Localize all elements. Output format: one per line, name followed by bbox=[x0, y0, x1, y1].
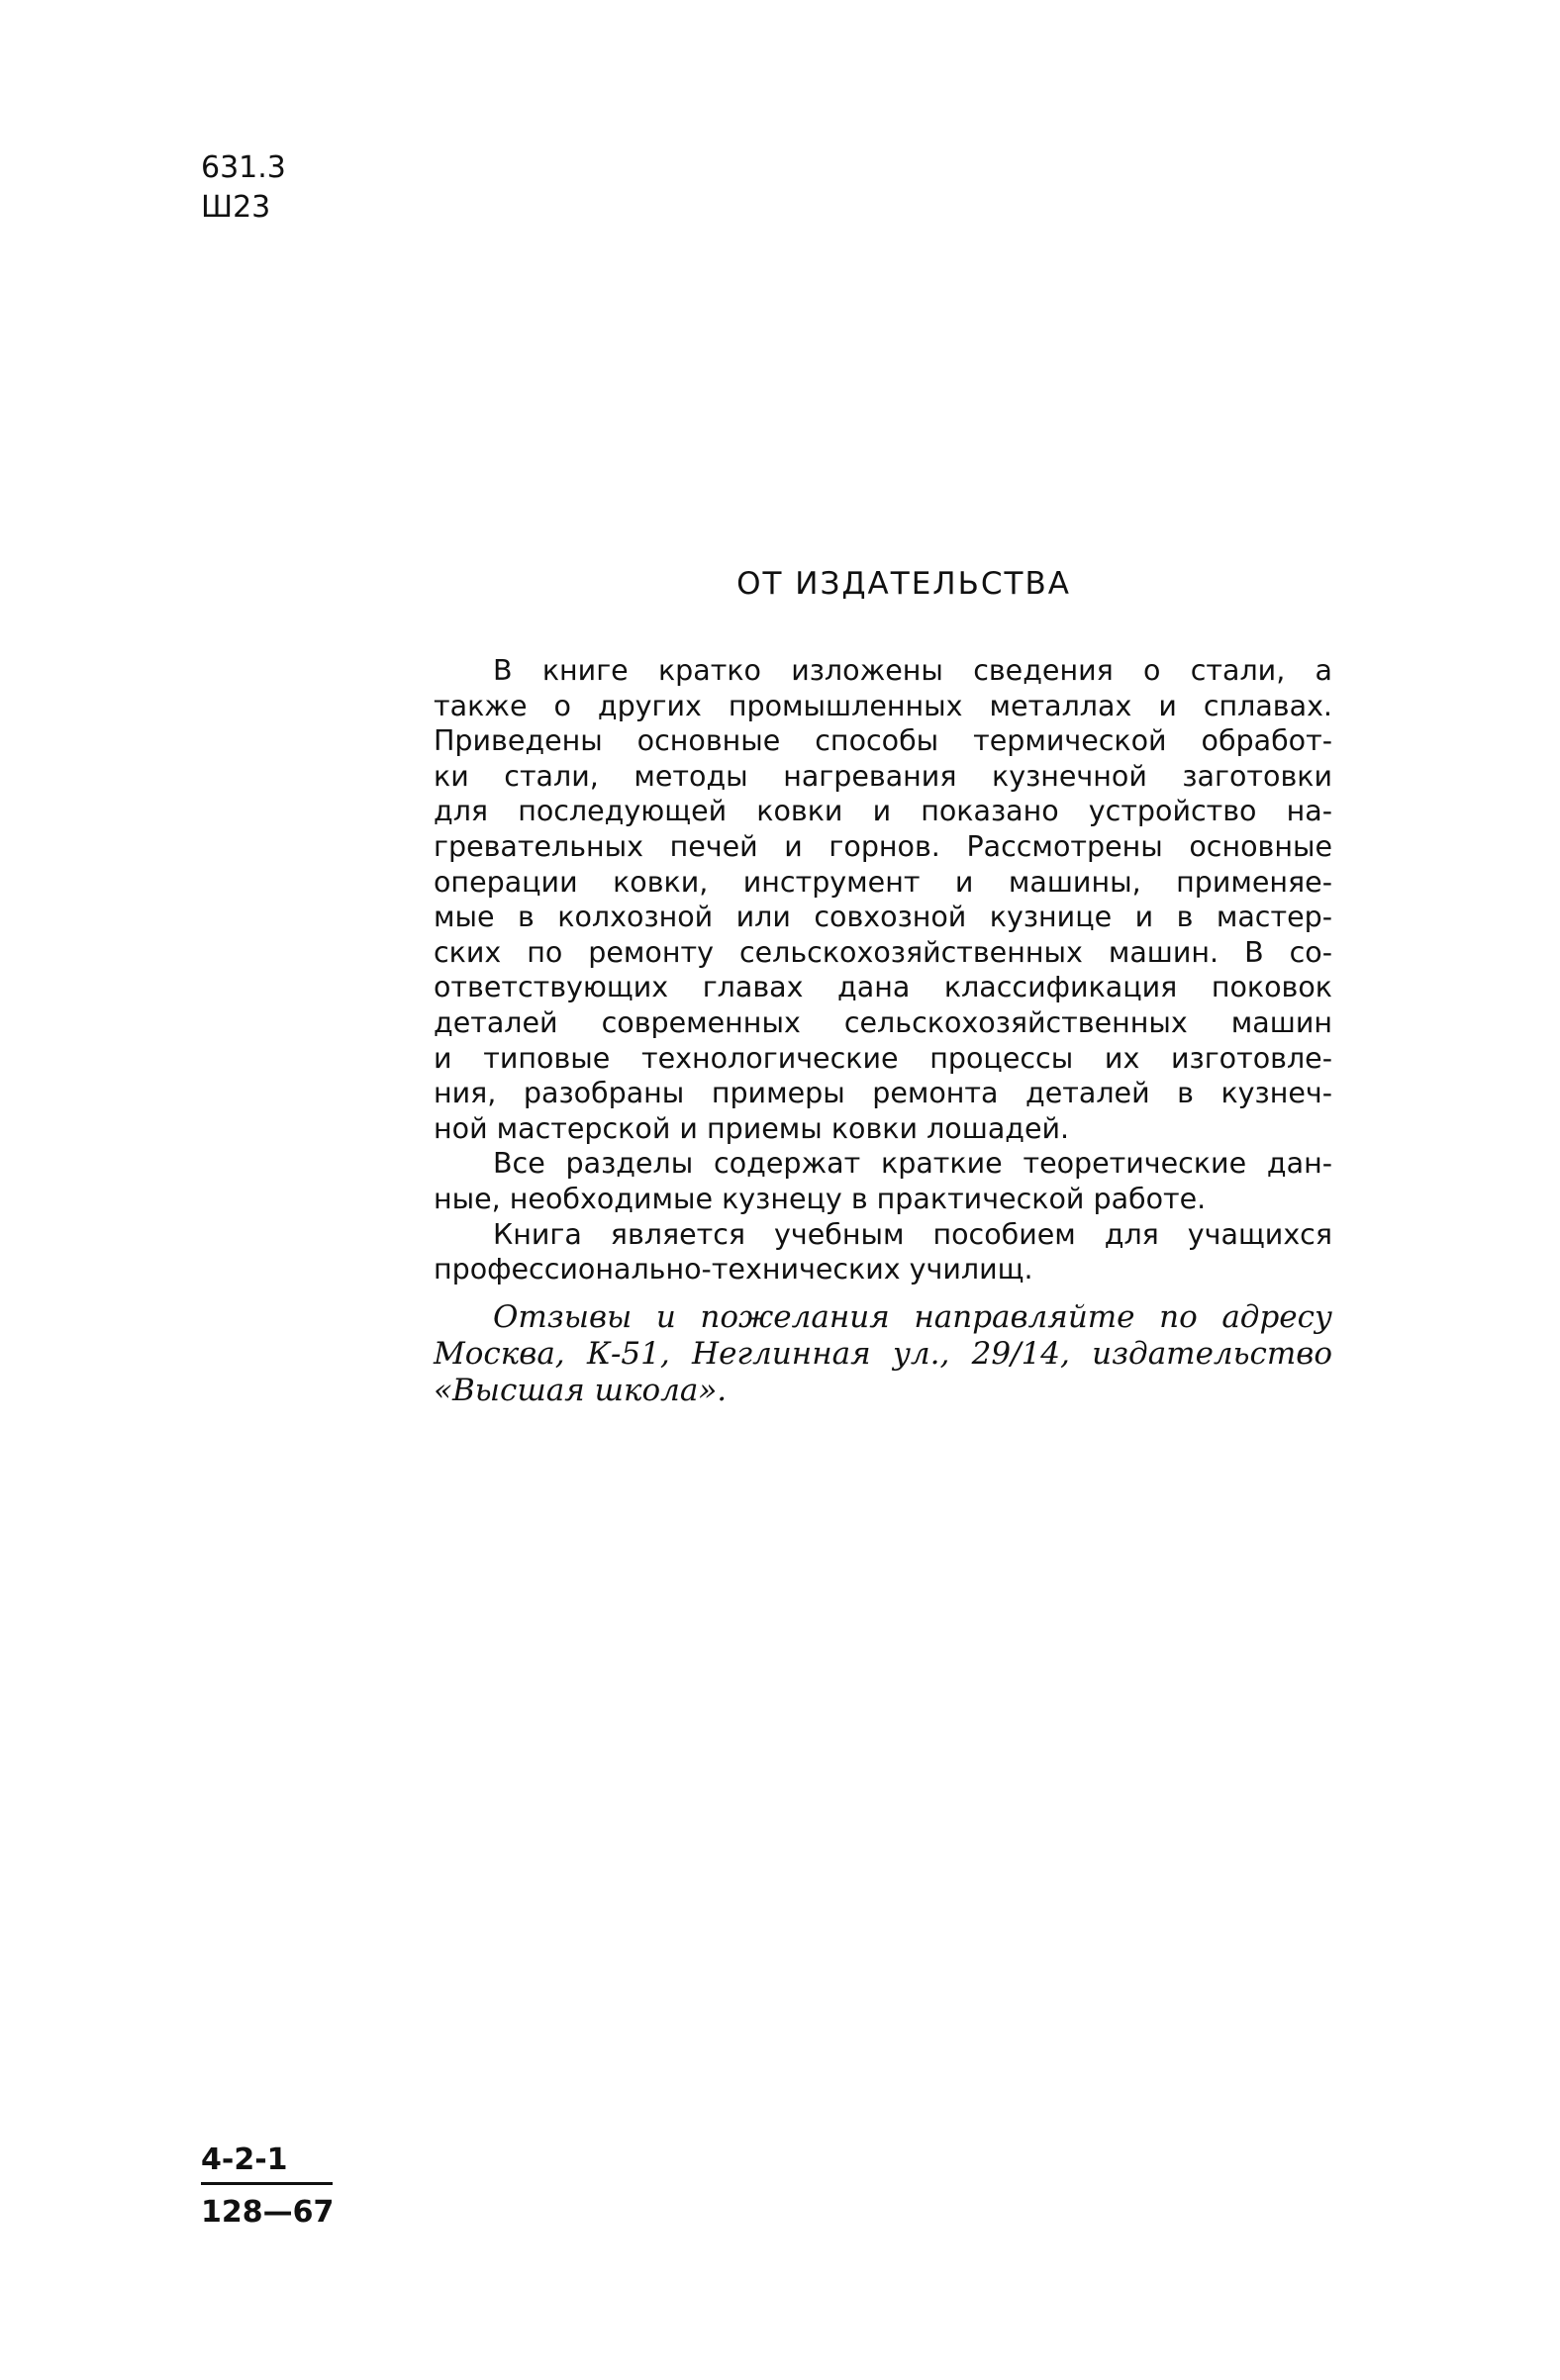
text-line: мые в колхозной или совхозной кузнице и в мастер- bbox=[434, 901, 1332, 934]
text-line: ответствующих главах дана классификация поковок bbox=[434, 971, 1332, 1004]
text-line: деталей современных сельскохозяйственных машин bbox=[434, 1005, 1332, 1039]
text-line: профессионально-технических училищ. bbox=[434, 1253, 1033, 1286]
feedback-address bbox=[434, 1299, 1332, 1409]
text-line: ной мастерской и приемы ковки лошадей. bbox=[434, 1111, 1070, 1145]
fraction-rule bbox=[201, 2182, 333, 2185]
udc-classification bbox=[201, 148, 286, 228]
code-denominator: 128—67 bbox=[201, 2195, 335, 2230]
text-line: ные, необходимые кузнецу в практической работе. bbox=[434, 1182, 1207, 1215]
text-line: Москва, К-51, Неглинная ул., 29/14, издательство bbox=[434, 1335, 1332, 1372]
udc-number: 631.3 bbox=[201, 150, 286, 185]
text-line: для последующей ковки и показано устройство на- bbox=[434, 795, 1332, 828]
text-line: В книге кратко изложены сведения о стали, а bbox=[493, 654, 1332, 687]
section-heading: ОТ ИЗДАТЕЛЬСТВА bbox=[736, 566, 1071, 602]
paragraph-audience bbox=[434, 1217, 1332, 1287]
text-line: «Высшая школа». bbox=[434, 1372, 728, 1408]
text-line: также о других промышленных металлах и сплавах. bbox=[434, 689, 1332, 722]
text-line: гревательных печей и горнов. Рассмотрены основные bbox=[434, 829, 1332, 863]
text-line: операции ковки, инструмент и машины, применяе- bbox=[434, 865, 1332, 899]
code-numerator: 4-2-1 bbox=[201, 2142, 288, 2177]
text-line: ских по ремонту сельскохозяйственных машин. В со- bbox=[434, 935, 1332, 969]
publication-code bbox=[201, 2141, 334, 2233]
author-code: Ш23 bbox=[201, 190, 271, 225]
text-line: и типовые технологические процессы их изготовле- bbox=[434, 1041, 1332, 1075]
text-line: Книга является учебным пособием для учащихся bbox=[493, 1217, 1332, 1251]
text-line: Все разделы содержат краткие теоретические дан- bbox=[493, 1147, 1332, 1181]
paragraph-sections bbox=[434, 1146, 1332, 1216]
text-line: Отзывы и пожелания направляйте по адресу bbox=[493, 1298, 1332, 1335]
text-line: ния, разобраны примеры ремонта деталей в кузнеч- bbox=[434, 1077, 1332, 1110]
text-line: Приведены основные способы термической обработ- bbox=[434, 724, 1332, 758]
paragraph-summary bbox=[434, 653, 1332, 1146]
publisher-note bbox=[434, 653, 1332, 1409]
text-line: ки стали, методы нагревания кузнечной заготовки bbox=[434, 759, 1332, 793]
